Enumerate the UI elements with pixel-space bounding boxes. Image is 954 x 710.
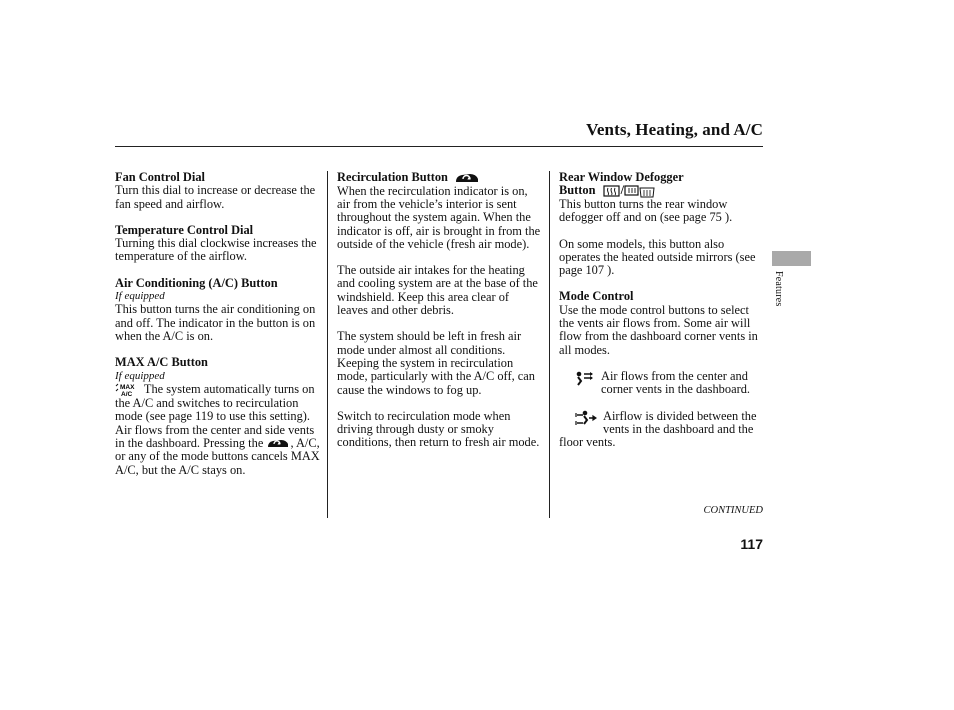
title-rule	[115, 146, 763, 147]
svg-text:A/C: A/C	[121, 391, 133, 398]
max-ac-icon-label: MAX	[120, 384, 135, 392]
mirror-heater-icon	[624, 185, 656, 198]
mode-face-paragraph	[559, 370, 763, 397]
column-middle	[337, 171, 543, 450]
fan-control-text: Turn this dial to increase or decrease the fan speed and airflow.	[115, 183, 316, 211]
rear-defogger-text-1: This button turns the rear window defogger off and on (see page 75 ).	[559, 196, 733, 225]
rear-defogger-icon	[603, 185, 621, 198]
temperature-control-heading: Temperature Control Dial	[115, 222, 254, 237]
recirculation-heading-label: Recirculation Button	[337, 170, 448, 184]
rear-defogger-heading-button-word: Button	[559, 183, 596, 198]
max-ac-icon	[115, 383, 141, 397]
ac-if-equipped-note: If equipped	[115, 290, 165, 303]
column-left	[115, 171, 323, 477]
page-title: Vents, Heating, and A/C	[586, 120, 763, 139]
recirculation-car-icon	[454, 172, 480, 185]
recirculation-heading	[337, 171, 543, 185]
recirculation-text-3: The system should be left in fresh air mode under almost all conditions. Keeping the system in recirculation mode, particularly with the A/C off, can cause the windows to fog up.	[337, 329, 535, 397]
rear-defogger-heading: Rear Window Defogger	[559, 170, 684, 184]
mode-bilevel-paragraph	[559, 410, 763, 450]
max-ac-text	[115, 383, 323, 477]
vent-bilevel-mode-icon	[575, 410, 597, 426]
max-ac-text-part2: , A/C, or any of the mode buttons cancels MAX A/C, but the A/C stays on.	[115, 435, 320, 477]
ac-button-text: This button turns the air conditioning on and off. The indicator in the button is on when the A/C is on.	[115, 302, 316, 343]
page-number: 117	[740, 536, 763, 552]
column-right	[559, 171, 763, 449]
max-ac-if-equipped-note: If equipped	[115, 369, 165, 382]
fan-control-heading: Fan Control Dial	[115, 170, 205, 184]
section-tab	[772, 251, 811, 266]
recirculation-text-2: The outside air intakes for the heating and cooling system are at the base of the windshield. Keep this area clear of leaves and other debris.	[337, 263, 538, 318]
temperature-control-text: Turning this dial clockwise increases the temperature of the airflow.	[115, 236, 317, 264]
recirculation-text-4: Switch to recirculation mode when driving through dusty or smoky conditions, then return to fresh air mode.	[337, 408, 540, 450]
column-divider	[327, 171, 328, 518]
rear-defogger-text-2: On some models, this button also operates the heated outside mirrors (see page 107 ).	[559, 236, 756, 278]
continued-label: CONTINUED	[703, 505, 763, 516]
vent-face-mode-icon	[575, 370, 595, 386]
mode-control-text: Use the mode control buttons to select the vents air flows from. Some air will flow from the dashboard corner vents in all modes.	[559, 302, 758, 357]
rear-defogger-heading-line2	[559, 184, 763, 198]
rear-defogger-slash: /	[620, 183, 625, 198]
column-divider	[549, 171, 550, 518]
mode-bilevel-text: Airflow is divided between the vents in the dashboard and the floor vents.	[559, 408, 757, 450]
max-ac-text-part1: The system automatically turns on the A/C and switches to recirculation mode (see page 119 to use this setting). Air flows from the center and side vents in the dashboard. Pressing the	[115, 381, 315, 450]
mode-control-heading: Mode Control	[559, 289, 634, 304]
ac-button-heading: Air Conditioning (A/C) Button	[115, 275, 278, 290]
recirculation-text-1: When the recirculation indicator is on, air from the vehicle’s interior is sent throughout the system again. When the indicator is off, air is brought in from the outside of the vehicle (fresh air mode).	[337, 183, 541, 251]
max-ac-heading: MAX A/C Button	[115, 355, 208, 370]
section-label: Features	[773, 271, 784, 307]
mode-face-text: Air flows from the center and corner vents in the dashboard.	[601, 368, 750, 397]
